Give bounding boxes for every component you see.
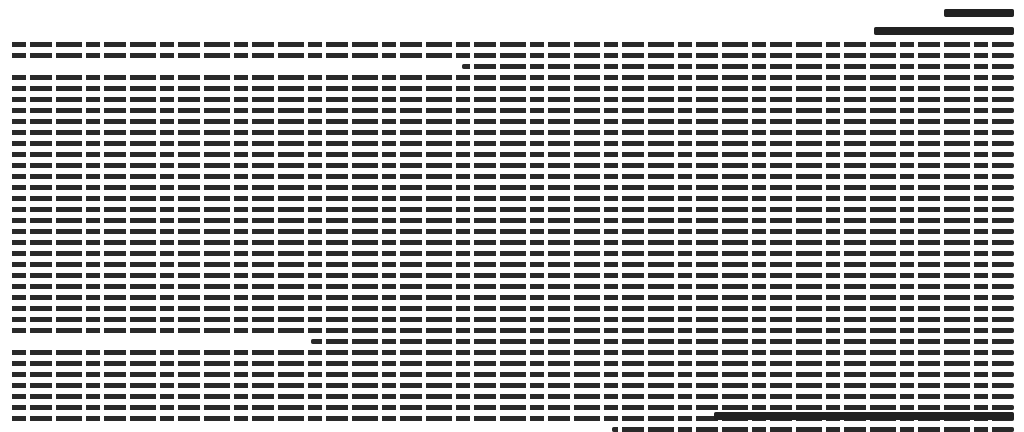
text-line — [10, 141, 1014, 146]
text-line — [10, 53, 1014, 58]
text-line — [10, 75, 1014, 80]
text-line — [10, 240, 1014, 245]
text-line — [10, 372, 1014, 377]
header-subtitle — [10, 24, 1014, 38]
text-line — [10, 361, 1014, 366]
text-line — [10, 119, 1014, 124]
text-line — [10, 229, 1014, 234]
text-line — [10, 284, 1014, 289]
text-line — [10, 295, 1014, 300]
text-line — [10, 163, 1014, 168]
text-line — [10, 262, 1014, 267]
text-line — [10, 86, 1014, 91]
text-line — [10, 174, 1014, 179]
text-line — [311, 339, 1014, 344]
text-line — [10, 97, 1014, 102]
text-line — [10, 350, 1014, 355]
text-line — [10, 394, 1014, 399]
text-line — [10, 207, 1014, 212]
text-line — [10, 152, 1014, 157]
text-line — [10, 218, 1014, 223]
text-line — [10, 328, 1014, 333]
text-line — [10, 196, 1014, 201]
text-line — [10, 42, 1014, 47]
text-line — [10, 251, 1014, 256]
text-line — [10, 317, 1014, 322]
text-line — [10, 306, 1014, 311]
body-paragraph-1 — [10, 42, 1014, 69]
text-line — [10, 185, 1014, 190]
text-line — [462, 64, 1014, 69]
body-paragraph-2 — [10, 75, 1014, 344]
signature-line — [714, 412, 1014, 420]
text-line — [10, 130, 1014, 135]
text-line — [10, 108, 1014, 113]
text-line — [10, 383, 1014, 388]
text-line — [10, 405, 1014, 410]
text-line — [10, 273, 1014, 278]
header-title — [10, 6, 1014, 20]
